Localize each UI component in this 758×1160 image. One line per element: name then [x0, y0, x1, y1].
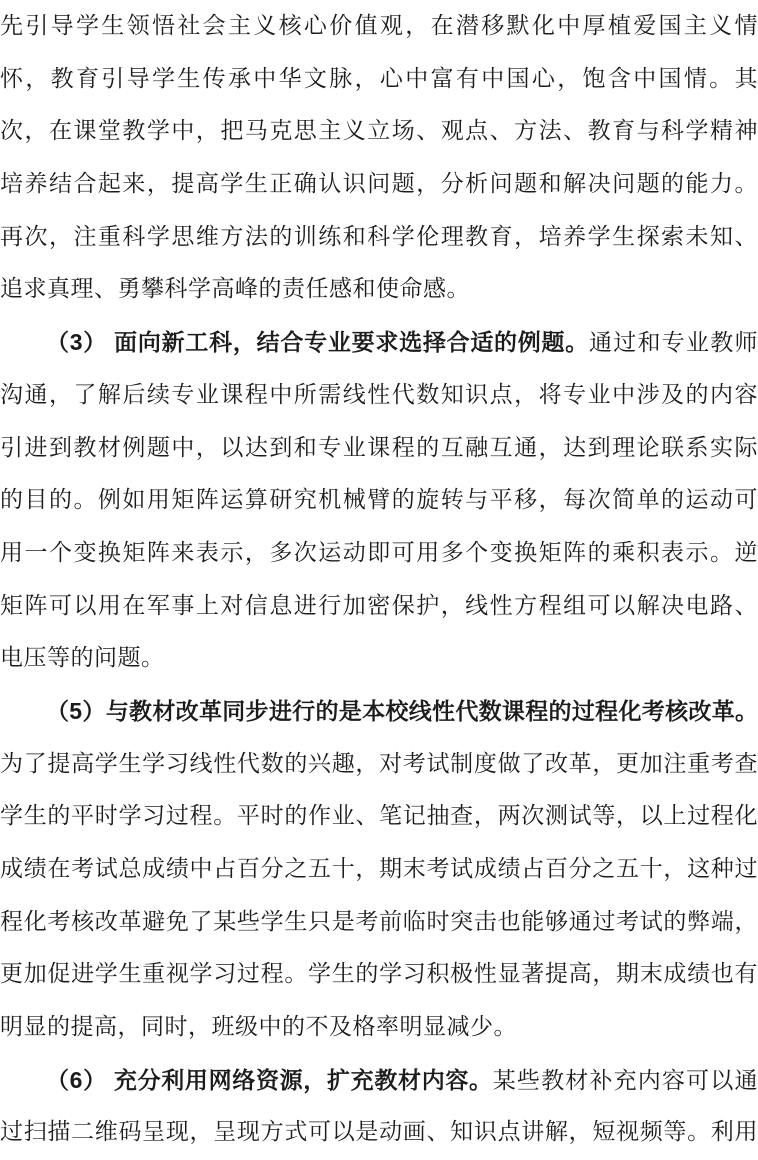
- text-line: [0, 948, 758, 1001]
- body-text: 引进到教材例题中，以达到和专业课程的互融互通，达到理论联系实际: [0, 434, 758, 460]
- text-line: [0, 53, 758, 106]
- body-text: 的目的。例如用矩阵运算研究机械臂的旋转与平移，每次简单的运动可: [0, 487, 758, 513]
- section-heading-text: （6） 充分利用网络资源，扩充教材内容。: [46, 1066, 493, 1093]
- body-text: 沟通，了解后续专业课程中所需线性代数知识点，将专业中涉及的内容: [0, 381, 758, 407]
- body-text: 用一个变换矩阵来表示，多次运动即可用多个变换矩阵的乘积表示。逆: [0, 539, 758, 565]
- section-heading-text: （5）与教材改革同步进行的是本校线性代数课程的过程化考核改革。: [46, 697, 758, 724]
- text-line: [0, 474, 758, 527]
- body-text: 过扫描二维码呈现，呈现方式可以是动画、知识点讲解，短视频等。利用: [0, 1119, 758, 1145]
- text-line: [0, 1001, 758, 1054]
- text-line: [0, 1054, 758, 1107]
- body-text: 更加促进学生重视学习过程。学生的学习积极性显著提高，期末成绩也有: [0, 961, 758, 987]
- text-line: [0, 369, 758, 422]
- body-text: 学生的平时学习过程。平时的作业、笔记抽查，两次测试等，以上过程化: [0, 803, 758, 829]
- text-line: [0, 105, 758, 158]
- body-text: 为了提高学生学习线性代数的兴趣，对考试制度做了改革，更加注重考查: [0, 750, 758, 776]
- text-line: [0, 527, 758, 580]
- text-line: [0, 632, 758, 685]
- text-line: [0, 685, 758, 738]
- text-line: [0, 0, 758, 53]
- text-line: [0, 843, 758, 896]
- text-line: [0, 790, 758, 843]
- text-line: [0, 422, 758, 475]
- body-text: 先引导学生领悟社会主义核心价值观，在潜移默化中厚植爱国主义情: [0, 13, 758, 38]
- text-line: [0, 896, 758, 949]
- text-line: [0, 158, 758, 211]
- text-line: [0, 211, 758, 264]
- text-line: [0, 738, 758, 791]
- body-text: 成绩在考试总成绩中占百分之五十，期末考试成绩占百分之五十，这种过: [0, 856, 758, 881]
- body-text: 再次，注重科学思维方法的训练和科学伦理教育，培养学生探索未知、: [0, 223, 758, 249]
- text-line: [0, 263, 758, 316]
- body-text: 某些教材补充内容可以通: [492, 1067, 758, 1093]
- body-text: 明显的提高，同时，班级中的不及格率明显减少。: [0, 1014, 517, 1040]
- body-text: 追求真理、勇攀科学高峰的责任感和使命感。: [0, 276, 470, 302]
- text-line: [0, 316, 758, 369]
- body-text: 电压等的问题。: [0, 645, 165, 671]
- body-text: 怀，教育引导学生传承中华文脉，心中富有中国心，饱含中国情。其: [0, 65, 758, 91]
- section-heading-text: （3） 面向新工科，结合专业要求选择合适的例题。: [46, 329, 590, 356]
- body-text: 次，在课堂教学中，把马克思主义立场、观点、方法、教育与科学精神: [0, 118, 758, 144]
- body-text: 矩阵可以用在军事上对信息进行加密保护，线性方程组可以解决电路、: [0, 592, 758, 618]
- body-text: 培养结合起来，提高学生正确认识问题，分析问题和解决问题的能力。: [0, 171, 758, 197]
- body-text: 通过和专业教师: [589, 330, 758, 356]
- body-text: 程化考核改革避免了某些学生只是考前临时突击也能够通过考试的弊端，: [0, 908, 758, 934]
- text-line: [0, 1106, 758, 1159]
- text-line: [0, 580, 758, 633]
